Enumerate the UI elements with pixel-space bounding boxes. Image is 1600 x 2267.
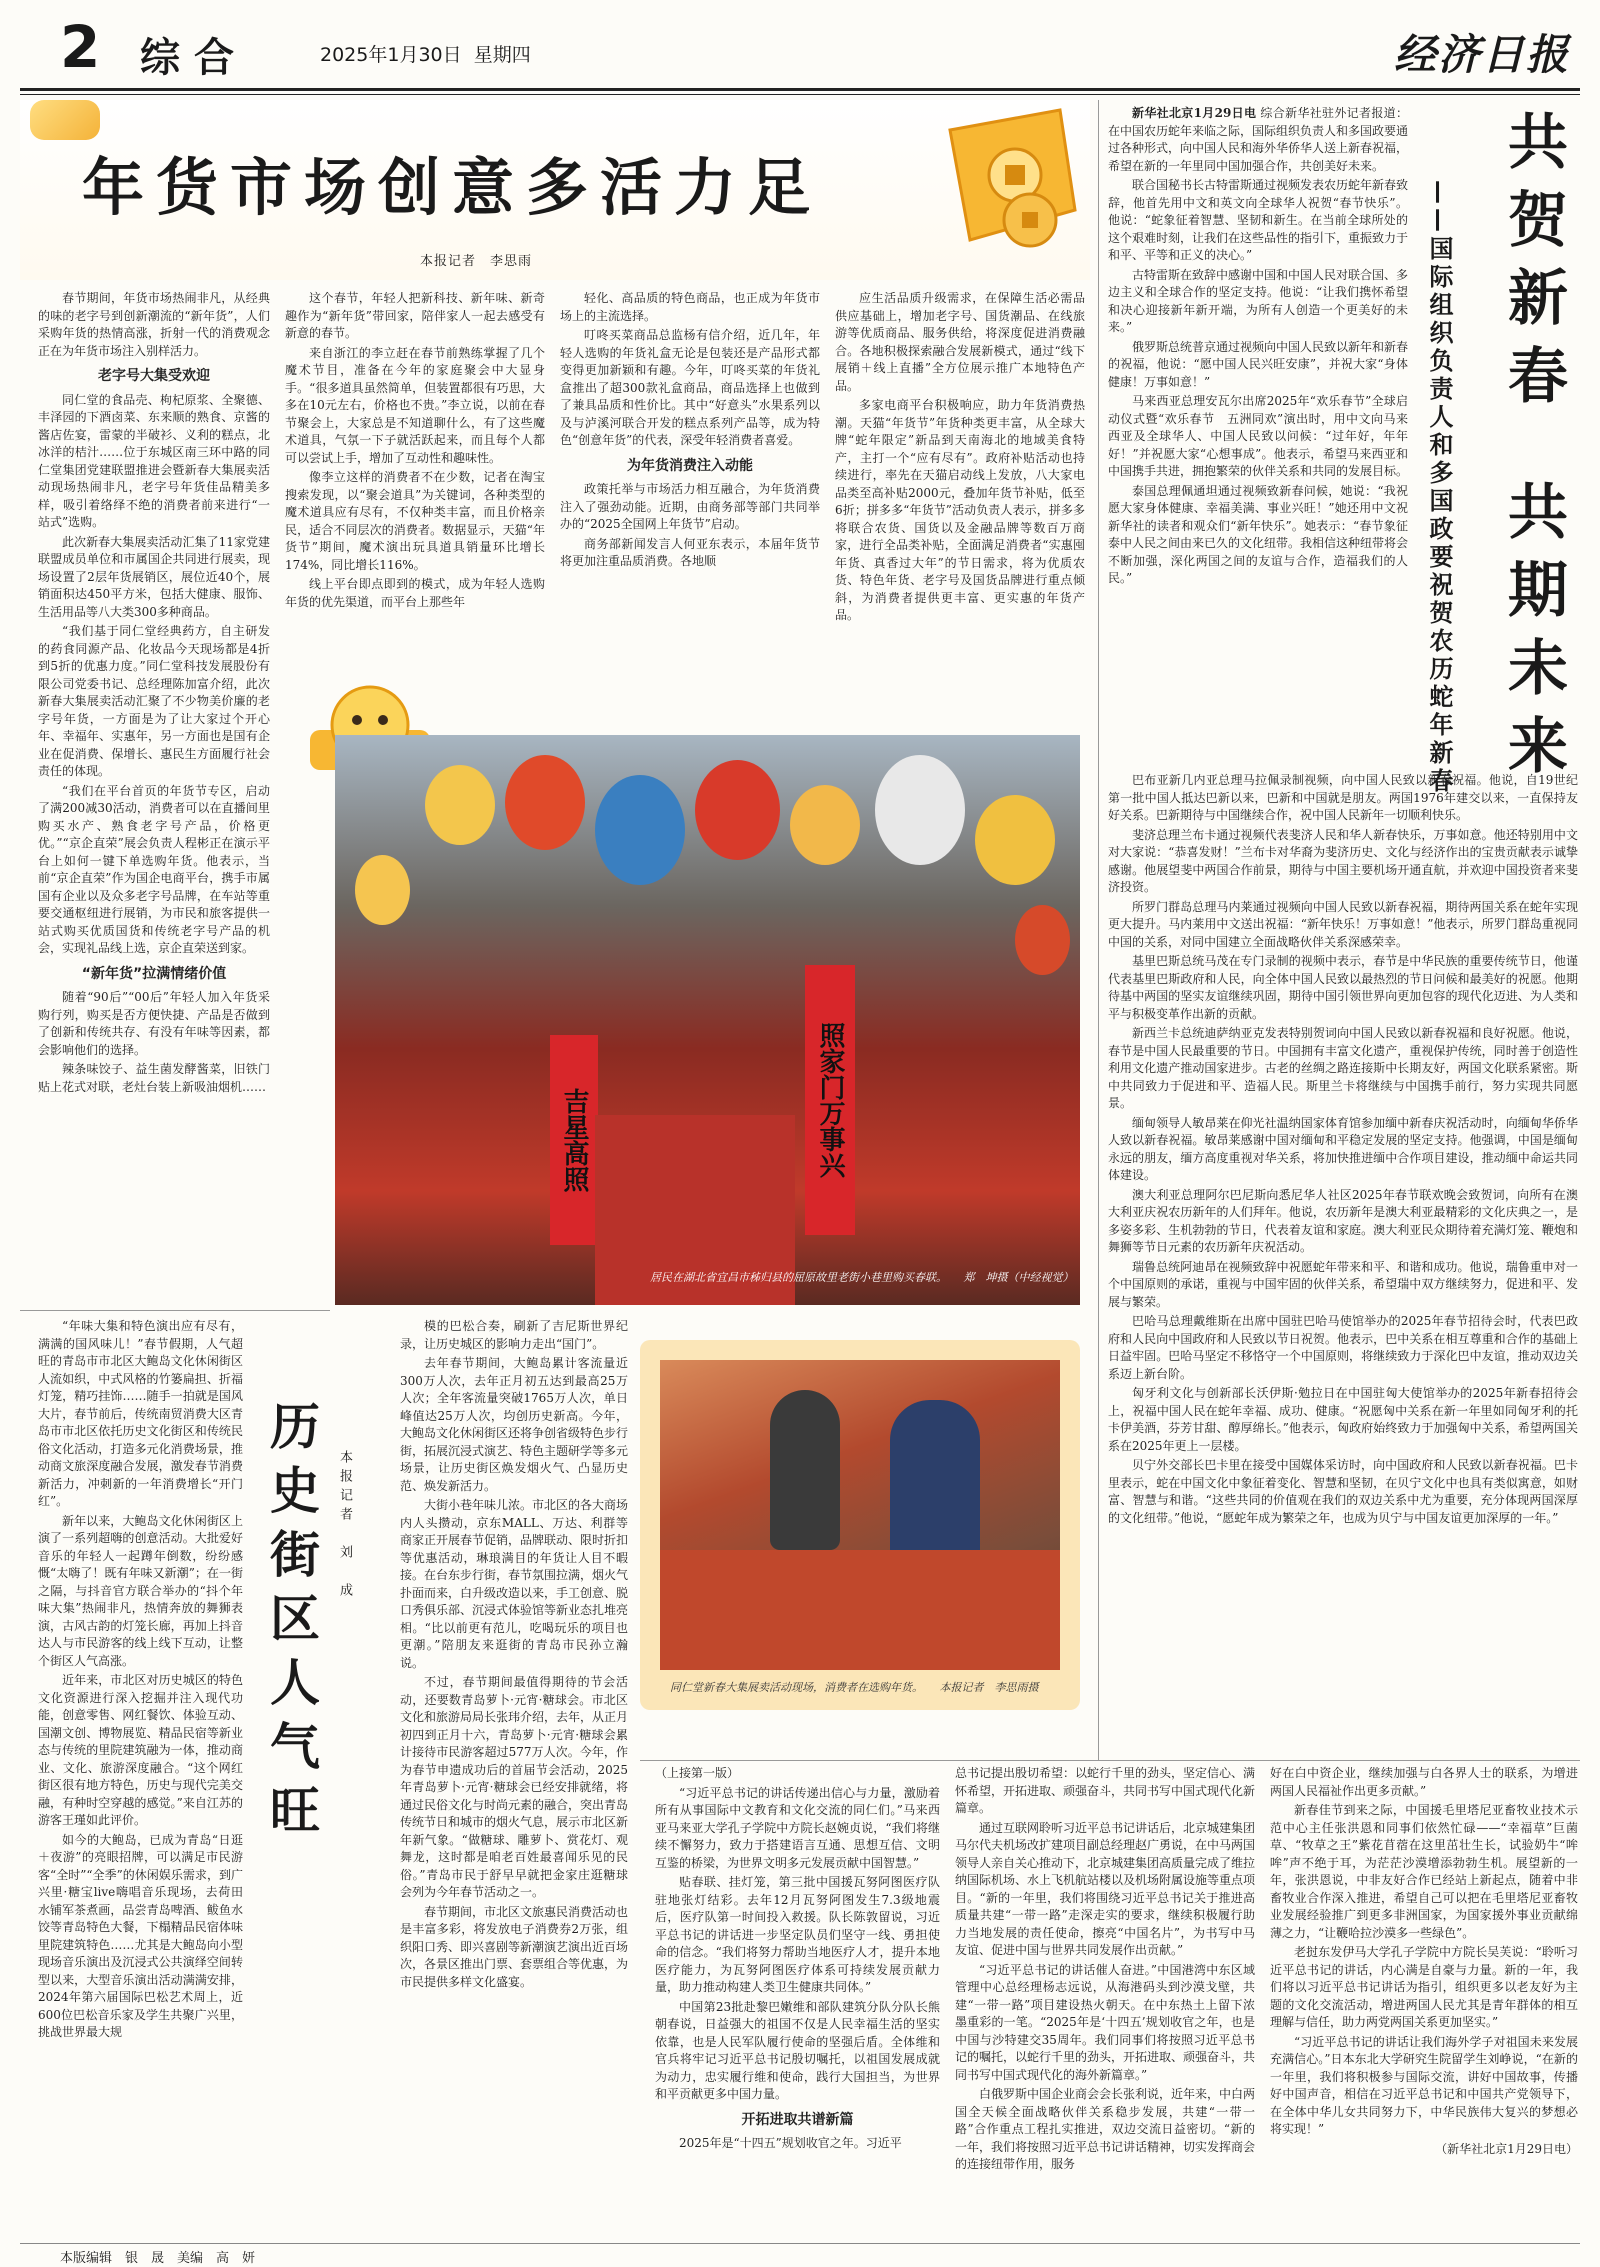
- sidebar-lead: 新华社北京1月29日电 综合新华社驻外记者报道：在中国农历蛇年来临之际，国际组织负责人和多国政要通过各种形式，向中国人民和海外华侨华人送上新春祝福，希望在新的一年里同中国加强合作，共创美好未来。: [1108, 106, 1408, 173]
- issue-date: 2025年1月30日 星期四: [320, 44, 531, 66]
- feature2-title: 历史街区人气旺: [262, 1400, 320, 1848]
- article-paragraph: 春节期间，市北区文旅惠民消费活动也是丰富多彩，将发放电子消费券2万张，组织阳口秀、即兴喜剧等新潮演艺演出近百场次，各景区推出门票、套票组合等优惠，为市民提供多样文化盛宴。: [400, 1904, 628, 1989]
- subhead-kaituo: 开拓进取共谱新篇: [741, 2111, 854, 2128]
- article-paragraph: 大街小巷年味儿浓。市北区的各大商场内人头攒动，京东MALL、万达、利群等商家正开展春节促销，品牌联动、限时折扣等优惠活动，琳琅满目的年货让人目不暇接。在台东步行街，春节氛围拉满，烟火气扑面而来，白升级改造以来，手工创意、脱口秀俱乐部、沉浸式体验馆等新业态扎堆亮相。“比以前更有范儿，吃喝玩乐的项目也更潮。”陪朋友来逛街的青岛市民孙立瀚说。: [400, 1498, 628, 1670]
- article-paragraph: 如今的大鲍岛，已成为青岛“日逛＋夜游”的亮眼招牌，可以满足市民游客“全时”“全季”的休闲娱乐需求，到广兴里·糖宝live嗨唱音乐现场，去荷田水铺军茶煮画，品尝青岛啤酒、鲅鱼水饺等青岛特色大餐，下榻精品民宿体味里院建筑特色……尤其是大鲍岛向小型现场音乐演出及沉浸式公共演绎空间转型以来，大型音乐演出活动满满安排，2024年第六届国际巴松艺术周上，近600位巴松音乐家及学生共聚广兴里，挑战世界最大规: [38, 1832, 243, 2039]
- article-paragraph: 不过，春节期间最值得期待的节会活动，还要数青岛萝卜·元宵·糖球会。市北区文化和旅游局局长张玮介绍，去年，从正月初四到正月十六，青岛萝卜·元宵·糖球会累计接待市民游客超过577万人次。今年，作为春节申遗成功后的首届节会活动，2025年青岛萝卜·元宵·糖球会已经安排就绪，将通过民俗文化与时尚元素的融合，突出青岛传统节日和城市的烟火气息，展示市北区新年新气象。“做糖球、雕萝卜、赏花灯、观舞龙，这时都是咱老百姓最喜闻乐见的民俗。”青岛市民于舒早早就把金家庄逛糖球会列为今年春节活动之一。: [400, 1675, 628, 1899]
- main-col-3: [560, 290, 820, 670]
- article-paragraph: 政策托举与市场活力相互融合，为年货消费注入了强劲动能。近期，由商务部等部门共同举办的“2025全国网上年货节”启动。: [560, 482, 820, 531]
- article-paragraph: 同仁堂的食品売、枸杞原浆、全聚德、丰泽园的下酒卤菜、东来顺的熟食、京酱的酱店佐宴，雷蒙的半破衫、义利的糕点，北冰洋的桔汁……位于东城区南三环中路的同仁堂集团党建联盟推进会暨新春大集展卖活动现场热闹非凡，老字号年货佳品精美多样，吸引着络绎不绝的消费者前来进行“一站式”选购。: [38, 392, 270, 529]
- bottom-divider: [640, 1760, 1580, 1761]
- header-rule-thin: [20, 94, 1580, 95]
- coin-decoration: [1000, 190, 1060, 250]
- lantern: [975, 795, 1055, 885]
- article-paragraph: 中国第23批赴黎巴嫩维和部队建筑分队分队长熊朝春说，日益强大的祖国不仅是人民幸福生活的坚实依靠，也是人民军队履行使命的坚强后盾。全体维和官兵将牢记习近平总书记殷切嘱托，以祖国发展成就为动力，忠实履行维和使命，践行大国担当，为世界和平贡献更多中国力量。: [655, 1999, 940, 2101]
- lantern: [425, 765, 495, 845]
- article-paragraph: 巴布亚新几内亚总理马拉佩录制视频，向中国人民致以新春祝福。他说，自19世纪第一批中国人抵达巴新以来，巴新和中国就是朋友。两国1976年建交以来，一直保持友好关系。巴新期待与中国继续合作，祝中国人民新年一切顺利快乐。: [1108, 773, 1578, 822]
- article-paragraph: 贴春联、挂灯笼，第三批中国援瓦努阿图医疗队驻地张灯结彩。去年12月瓦努阿图发生7.3级地震后，医疗队第一时间投入救援。队长陈敦留说，习近平总书记的讲话进一步坚定队员们坚守一线、勇担使命的信念。“我们将努力帮助当地医疗人才，提升本地医疗能力，为瓦努阿图医疗体系可持续发展贡献力量，助力推动构建人类卫生健康共同体。”: [655, 1875, 940, 1994]
- goods-counter: [660, 1550, 1060, 1670]
- footer-rule: [20, 2243, 1580, 2244]
- article-paragraph: “我们在平台首页的年货节专区，启动了满200减30活动，消费者可以在直播间里购买水产、熟食老字号产品，价格更优。”“京企直荣”展会负责人程彬正在演示平台上如何一键下单选购年货。他表示，当前“京企直荣”作为国企电商平台，携手市属国有企业以及众多老字号品牌，在车站等重要交通枢纽进行展销，为市民和旅客提供一站式购买优质国货和传统老字号产品的机会，实现礼品线上选，京企直荣送到家。: [38, 783, 270, 955]
- header-rule: [20, 88, 1580, 91]
- article-paragraph: 联合国秘书长古特雷斯通过视频发表农历蛇年新春致辞，他首先用中文和英文向全球华人祝贺“春节快乐”。他说：“蛇象征着智慧、坚韧和新生。在当前全球所处的这个艰难时刻，让我们在这些品性的指引下，重振致力于和平、平等和正义的决心。”: [1108, 178, 1408, 262]
- footer-editor: 本版编辑 银 晟 美编 高 妍: [60, 2251, 256, 2266]
- article-paragraph: 老挝东发伊马大学孔子学院中方院长吴芙说：“聆听习近平总书记的讲话，内心满是自豪与力量。新的一年，我们将以习近平总书记讲话为指引，组织更多以老友好为主题的文化交流活动，增进两国人民尤其是青年群体的相互理解与信任，助力两党两国关系更加坚实。”: [1270, 1945, 1578, 2029]
- article-paragraph: 新年以来，大鲍岛文化休闲街区上演了一系列超嗨的创意活动。大批爱好音乐的年轻人一起蹲年倒数，纷纷感慨“太嗨了！既有年味又新潮”；在一街之隔，与抖音官方联合举办的“抖个年味大集”热闹非凡，热情奔放的舞狮表演，古风古韵的灯笼长廊，再加上抖音达人与市民游客的线上线下互动，让整个街区人气高涨。: [38, 1513, 243, 1668]
- feature2-divider: [20, 1310, 330, 1311]
- article-paragraph: 模的巴松合奏，刷新了吉尼斯世界纪录，让历史城区的影响力走出“国门”。: [400, 1319, 628, 1351]
- article-paragraph: 2025年是“十四五”规划收官之年。习近平: [679, 2136, 902, 2150]
- photo1-caption: 居民在湖北省宜昌市秭归县的屈原故里老街小巷里购买春联。 郑 坤摄（中经视觉）: [650, 1271, 1074, 1284]
- continuation-label: （上接第一版）: [655, 1766, 740, 1780]
- feature2-col-1: [38, 1318, 243, 2228]
- article-paragraph: 基里巴斯总统马茂在专门录制的视频中表示，春节是中华民族的重要传统节日，他谨代表基里巴斯政府和人民，向全体中国人民致以最热烈的节日问候和最美好的祝愿。他期待基中两国的坚实友谊继续巩固，期待中国引领世界向更加包容的现代化迈进、为人类和平与积极变革作出新的贡献。: [1108, 954, 1578, 1021]
- subhead-laozihao: 老字号大集受欢迎: [98, 368, 210, 384]
- main-byline: 本报记者 李思雨: [420, 254, 533, 269]
- lantern: [595, 775, 685, 885]
- article-paragraph: 好在白中资企业，继续加强与白各界人士的联系，为增进两国人民福祉作出更多贡献。”: [1270, 1766, 1578, 1798]
- article-paragraph: 缅甸领导人敏昂莱在仰光社温纳国家体育馆参加缅中新春庆祝活动时，向缅甸华侨华人致以新春祝福。敏昂莱感谢中国对缅甸和平稳定发展的坚定支持。他强调，中国是缅甸永远的朋友，缅方高度重视对华关系，将加快推进缅中合作项目建设，推动缅中命运共同体建设。: [1108, 1115, 1578, 1182]
- article-paragraph: 去年春节期间，大鲍岛累计客流量近300万人次，去年正月初五达到最高25万人次；全年客流量突破1765万人次，单日峰值达25万人次，均创历史新高。今年，大鲍岛文化休闲街区还将争创省级特色步行街，拓展沉浸式演艺、特色主题研学等多元场景，让历史街区焕发烟火气、凸显历史范、焕发新活力。: [400, 1356, 628, 1493]
- article-paragraph: 此次新春大集展卖活动汇集了11家党建联盟成员单位和市属国企共同进行展卖，现场设置了2层年货展销区，展位近40个，展销面积达450平方米，包括大健康、服饰、生活用品等八大类300多种商品。: [38, 534, 270, 619]
- main-col-1: [38, 290, 270, 1280]
- article-paragraph: 商务部新闻发言人何亚东表示，本届年货节将更加注重品质消费。各地顺: [560, 536, 820, 568]
- article-paragraph: 多家电商平台积极响应，助力年货消费热潮。天猫“年货节”年货种类更丰富，从全球大牌“蛇年限定”新品到天南海北的地域美食特产，主打一个“应有尽有”。政府补贴活动也持续进行，率先在天猫启动线上发放，八大家电品类至高补贴2000元，叠加年货节补贴，低至6折；拼多多“年货节”活动负责人表示，拼多多将联合农货、国货以及金融品牌等数百万商家，进行全品类补贴，全面满足消费者“实惠囤年货、真香过大年”的节日需求，将为优质农货、特色年货、老字号及国货品牌进行重点倾斜，为消费者提供更丰富、更实惠的年货产品。: [835, 398, 1085, 622]
- article-paragraph: 巴哈马总理戴维斯在出席中国驻巴哈马使馆举办的2025年春节招待会时，代表巴政府和人民向中国政府和人民致以节日祝贺。他表示，巴中关系在相互尊重和合作的基础上日益牢固。巴哈马坚定不移恪守一个中国原则，将继续致力于深化巴中友谊，推动双边关系迈上新台阶。: [1108, 1314, 1578, 1381]
- article-paragraph: 辣条味饺子、益生菌发酵酱菜，旧铁门贴上花式对联，老灶台装上新吸油烟机……: [38, 1062, 270, 1094]
- article-paragraph: 轻化、高品质的特色商品，也正成为年货市场上的主流选择。: [560, 291, 820, 323]
- article-paragraph: 所罗门群岛总理马内莱通过视频向中国人民致以新春祝福，期待两国关系在蛇年实现更大提升。马内莱用中文送出祝福：“新年快乐！万事如意！”他表示，所罗门群岛重视同中国的关系，对同中国建立全面战略伙伴关系深感荣幸。: [1108, 899, 1578, 949]
- article-paragraph: 古特雷斯在致辞中感谢中国和中国人民对联合国、多边主义和全球合作的坚定支持。他说：“让我们携怀希望和决心迎接新年新开端，为所有人创造一个更美好的未来。”: [1108, 267, 1408, 334]
- vendor-figure: [770, 1390, 840, 1550]
- couplet-left: 吉星高照: [550, 1035, 598, 1245]
- bottom-col-3: [1270, 1765, 1578, 2240]
- main-col-2: [285, 290, 545, 670]
- article-paragraph: 斐济总理兰布卡通过视频代表斐济人民和华人新春快乐，万事如意。他还特别用中文对大家说：“恭喜发财！”兰布卡对华裔为斐济历史、文化与经济作出的宝贵贡献表示诚挚感谢。他展望斐中两国合作前景，期待与中国主要机场开通直航，并欢迎中国投资者来斐济投资。: [1108, 827, 1578, 894]
- article-paragraph: “年味大集和特色演出应有尽有，满满的国风味儿！”春节假期，人气超旺的青岛市市北区大鲍岛文化休闲街区人流如织，中式风格的竹篓扁担、折福灯笼，精巧挂饰……随手一拍就是国风大片，春节前后，传统南贸消费大区青岛市市北区依托历史文化街区和传统民俗文化活动，打造多元化消费场景，推动商文旅深度融合发展，激发春节消费新活力，冲刺新的一年消费增长“开门红”。: [38, 1319, 243, 1508]
- article-paragraph: 随着“90后”“00后”年轻人加入年货采购行列，购买是否方便快捷、产品是否做到了创新和传统共存、有没有年味等因素，都会影响他们的选择。: [38, 990, 270, 1057]
- subhead-xinnianhuo: “新年货”拉满情绪价值: [81, 965, 227, 982]
- lantern: [875, 755, 965, 865]
- couplet-right: 照家门万事兴: [805, 965, 855, 1235]
- article-paragraph: 白俄罗斯中国企业商会会长张利说，近年来，中白两国全天候全面战略伙伴关系稳步发展，共建“一带一路”合作重点工程扎实推进，双边交流日益密切。“新的一年，我们将按照习近平总书记讲话精神，切实发挥商会的连接纽带作用，服务: [955, 2087, 1255, 2171]
- bottom-col-2: [955, 1765, 1255, 2240]
- article-paragraph: 匈牙利文化与创新部长沃伊斯·勉拉日在中国驻匈大使馆举办的2025年新春招待会上，祝福中国人民在蛇年幸福、成功、健康。“祝愿匈中关系在新一年里如同匈牙利的托卡伊美酒，芬芳甘甜、醇厚绵长。”他表示，匈政府始终致力于加强匈中关系，希望两国关系在2025年更上一层楼。: [1108, 1386, 1578, 1453]
- photo-lantern-street: [335, 735, 1080, 1305]
- article-paragraph: “习近平总书记的讲话催人奋进。”中国港湾中东区域管理中心总经理杨志远说，从海港码头到沙漠戈壁，共建“一带一路”项目建设热火朝天。在中东热土上留下浓墨重彩的一笔。“2025年是‘十四五’规划收官之年，也是中国与沙特建交35周年。我们同事们将按照习近平总书记的嘱托，以蛇行千里的劲头，开拓进取、顽强奋斗，共同书写中国式现代化的海外新篇章。”: [955, 1962, 1255, 2082]
- sidebar-title-a: 共贺新春: [1498, 110, 1568, 422]
- bottom-col-1: [655, 1765, 940, 2240]
- article-paragraph: 瑞鲁总统阿迪昂在视频致辞中祝愿蛇年带来和平、和谐和成功。他说，瑞鲁重申对一个中国原则的承诺，重视与中国牢固的伙伴关系，希望瑞中双方继续努力，促进和平、发展与繁荣。: [1108, 1259, 1578, 1309]
- section-name: 综合: [140, 35, 248, 81]
- sidebar-col-top: [1108, 105, 1408, 770]
- article-paragraph: 线上平台即点即到的模式，成为年轻人选购年货的优先渠道，而平台上那些年: [285, 577, 545, 609]
- lantern: [355, 855, 410, 925]
- article-paragraph: 通过互联网聆听习近平总书记讲话后，北京城建集团马尔代夫机场改扩建项目副总经理赵广勇说，在中马两国领导人亲自关心推动下，北京城建集团高质量完成了维拉纳国际机场、水上飞机航站楼以及机场附属设施等重点项目。“新的一年里，我们将围绕习近平总书记关于推进高质量共建“一带一路”走深走实的要求，继续积极履行助力当地发展的责任使命，擦亮“中国名片”，为书写中马友谊、促进中国与世界共同发展作出贡献。”: [955, 1820, 1255, 1957]
- article-paragraph: 新西兰卡总统迪萨纳亚克发表特别贺词向中国人民致以新春祝福和良好祝愿。他说，春节是中国人民最重要的节日。中国拥有丰富文化遗产，重视保护传统，同时善于创造性利用文化遗产推动国家进步。古老的丝绸之路连接斯中长期友好，两国文化联系紧密。斯中共同致力于促进和平、造福人民。斯里兰卡将继续与中国携手前行，努力实现共同愿景。: [1108, 1026, 1578, 1110]
- intro-paragraph: 春节期间，年货市场热闹非凡，从经典的味的老字号到创新潮流的“新年货”，人们采购年货的热情高涨，折射一代的消费观念正在为年货市场注入别样活力。: [38, 291, 270, 358]
- sidebar-col-bottom: [1108, 772, 1578, 1757]
- lantern: [1015, 905, 1070, 975]
- article-paragraph: 泰国总理佩通坦通过视频致新春问候，她说：“我祝愿大家身体健康、幸福美满、事业兴旺！”她还用中文祝新华社的读者和观众们“新年快乐”。她表示：“春节象征泰中人民之间由来已久的文化纽带。我相信这种纽带将会不断加强，深化两国之间的友谊与合作，造福我们的人民。”: [1108, 483, 1408, 585]
- article-paragraph: 来自浙江的李立赶在春节前熟练掌握了几个魔术节目，准备在今年的家庭聚会中大显身手。“很多道具虽然简单，但装置都很有巧思，大多在10元左右，价格也不贵。”李立说，以前在春节聚会上，大家总是不知道聊什么，有了这些魔术道具，气氛一下子就活跃起来，而且每个人都可以尝试上手，增加了互动性和趣味性。: [285, 345, 545, 465]
- article-paragraph: 俄罗斯总统普京通过视频向中国人民致以新年和新春的祝福，他说：“愿中国人民兴旺安康”，并祝大家“身体健康！万事如意！”: [1108, 339, 1408, 389]
- ingot-decoration-left: [30, 100, 100, 140]
- dateline: 新华社北京1月29日电: [1132, 106, 1257, 120]
- article-paragraph: 澳大利亚总理阿尔巴尼斯向悉尼华人社区2025年春节联欢晚会致贺词，向所有在澳大利亚庆祝农历新年的人们拜年。他说，农历新年是澳大利亚最精彩的文化庆典之一，是多姿多彩、生机勃勃的节日，代表着友谊和家庭。澳大利亚民众期待着充满灯笼、鞭炮和舞狮等节日元素的农历新年庆祝活动。: [1108, 1187, 1578, 1254]
- article-paragraph: 像李立这样的消费者不在少数，记者在淘宝搜索发现，以“聚会道具”为关键词，各种类型的魔术道具应有尽有，不仅种类丰富，而且价格亲民，适合不同层次的消费者。数据显示，天猫“年货节”期间，魔术演出玩具道具销量环比增长174%，同比增长116%。: [285, 470, 545, 572]
- feature2-byline: 本报记者 刘 成: [337, 1450, 352, 1602]
- page-number: 2: [60, 13, 101, 81]
- article-paragraph: 近年来，市北区对历史城区的特色文化资源进行深入挖掘并注入现代功能，创意零售、网红餐饮、体验互动、国潮文创、博物展览、精品民宿等新业态与传统的里院建筑融为一体，推动商业、文化、旅游深度融合。“这个网红街区很有地方特色，历史与现代完美交融，有种时空穿越的感觉。”来自江苏的游客王瑾如此评价。: [38, 1673, 243, 1827]
- newspaper-logo: 经济日报: [1393, 30, 1570, 79]
- article-paragraph: 新春佳节到来之际，中国援毛里塔尼亚畜牧业技术示范中心主任张洪恩和同事们依然忙碌——“幸福草”巨菌草、“牧草之王”紫花苜蓿在这里茁壮生长，试验奶牛“哞哞”声不绝于耳，为茫茫沙漠增添勃勃生机。展望新的一年，张洪恩说，中非友好合作已经站上新起点，随着中非畜牧业合作深入推进，希望自己可以把在毛里塔尼亚畜牧业发展经验推广到更多非洲国家，为国家援外事业贡献绵薄之力，“让鞭哈拉沙漠多一些绿色”。: [1270, 1803, 1578, 1940]
- article-paragraph: 这个春节，年轻人把新科技、新年味、新奇趣作为“新年货”带回家，陪伴家人一起去感受有新意的春节。: [285, 291, 545, 340]
- lantern: [695, 760, 780, 860]
- subhead-dongneng: 为年货消费注入动能: [627, 457, 753, 474]
- lantern: [505, 755, 585, 850]
- sidebar-divider: [1098, 100, 1099, 1760]
- article-paragraph: 贝宁外交部长巴卡里在接受中国媒体采访时，向中国政府和人民致以新春祝福。巴卡里表示，蛇在中国文化中象征着变化、智慧和坚韧，在贝宁文化中也具有类似寓意，如财富、智慧与和谐。“这些共同的价值观在我们的双边关系中尤为重要，充分体现两国深厚的文化纽带。”他说，“愿蛇年成为繁荣之年，也成为贝宁与中国友谊更加深厚的一年。”: [1108, 1458, 1578, 1525]
- main-headline: 年货市场创意多活力足: [82, 151, 823, 224]
- sidebar-subtitle: ——国际组织负责人和多国政要祝贺农历蛇年新春: [1425, 180, 1453, 796]
- article-paragraph: 总书记提出殷切希望：以蛇行千里的劲头，坚定信心、满怀希望，开拓进取、顽强奋斗，共同书写中国式现代化新篇章。: [955, 1766, 1255, 1815]
- article-paragraph: “我们基于同仁堂经典药方，自主研发的药食同源产品、化妆品今天现场都是4折到5折的优惠力度。”同仁堂科技发展股份有限公司党委书记、总经理陈加富介绍，此次新春大集展卖活动汇聚了不少物美价廉的老字号年货，一方面是为了让大家过个开心年、幸福年、实惠年，另一方面也是国有企业在促消费、保增长、惠民生方面履行社会责任的体现。: [38, 624, 270, 778]
- main-col-4: [835, 290, 1085, 670]
- sidebar-title-b: 共期未来: [1498, 480, 1568, 792]
- article-paragraph: 应生活品质升级需求，在保障生活必需品供应基础上，增加老字号、国货潮品、在线旅游等优质商品、服务供给，将深度促进消费融合。各地积极探索融合发展新模式，通过“线下展销＋线上直播”全方位展示推广本地特色产品。: [835, 291, 1085, 393]
- article-end-credit: （新华社北京1月29日电）: [1435, 2141, 1578, 2156]
- lantern: [790, 785, 860, 865]
- article-paragraph: “习近平总书记的讲话传递出信心与力量，激励着所有从事国际中文教育和文化交流的同仁们。”马来西亚马来亚大学孔子学院中方院长赵婉贞说，“我们将继续不懈努力，致力于搭建语言互通、思想互信、文明互鉴的桥梁，为世界文明多元发展贡献中国智慧。”: [655, 1785, 940, 1870]
- article-paragraph: 叮咚买菜商品总监杨有信介绍，近几年，年轻人选购的年货礼盒无论是包装还是产品形式都变得更加新颖和有趣。今年，叮咚买菜的年货礼盒推出了超300款礼盒商品，商品选择上也做到了兼具品质和性价比。其中“好意头”水果系列以及与泸溪河联合开发的糕点系列产品等，成为特色“创意年货”的代表，深受年轻消费者喜爱。: [560, 328, 820, 447]
- photo2-caption: 同仁堂新春大集展卖活动现场，消费者在选购年货。 本报记者 李思雨摄: [670, 1681, 1039, 1694]
- feature2-col-2: [400, 1318, 628, 2228]
- photo-tongrentang-fair: [660, 1360, 1060, 1670]
- article-paragraph: 马来西亚总理安瓦尔出席2025年“欢乐春节”全球启动仪式暨“欢乐春节 五洲同欢”演出时，用中文向马来西亚及全球华人、中国人民致以问候：“过年好，年年好！”并祝愿大家“心想事成”。他表示，希望马来西亚和中国携手共进，拥抱繁荣的伙伴关系和共同的发展目标。: [1108, 394, 1408, 478]
- article-paragraph: “习近平总书记的讲话让我们海外学子对祖国未来发展充满信心。”日本东北大学研究生院留学生刘峥说，“在新的一年里，我们将积极参与国际交流，讲好中国故事，传播好中国声音，相信在习近平总书记和中国共产党领导下，在全体中华儿女共同努力下，中华民族伟大复兴的梦想必将实现！”: [1270, 2034, 1578, 2136]
